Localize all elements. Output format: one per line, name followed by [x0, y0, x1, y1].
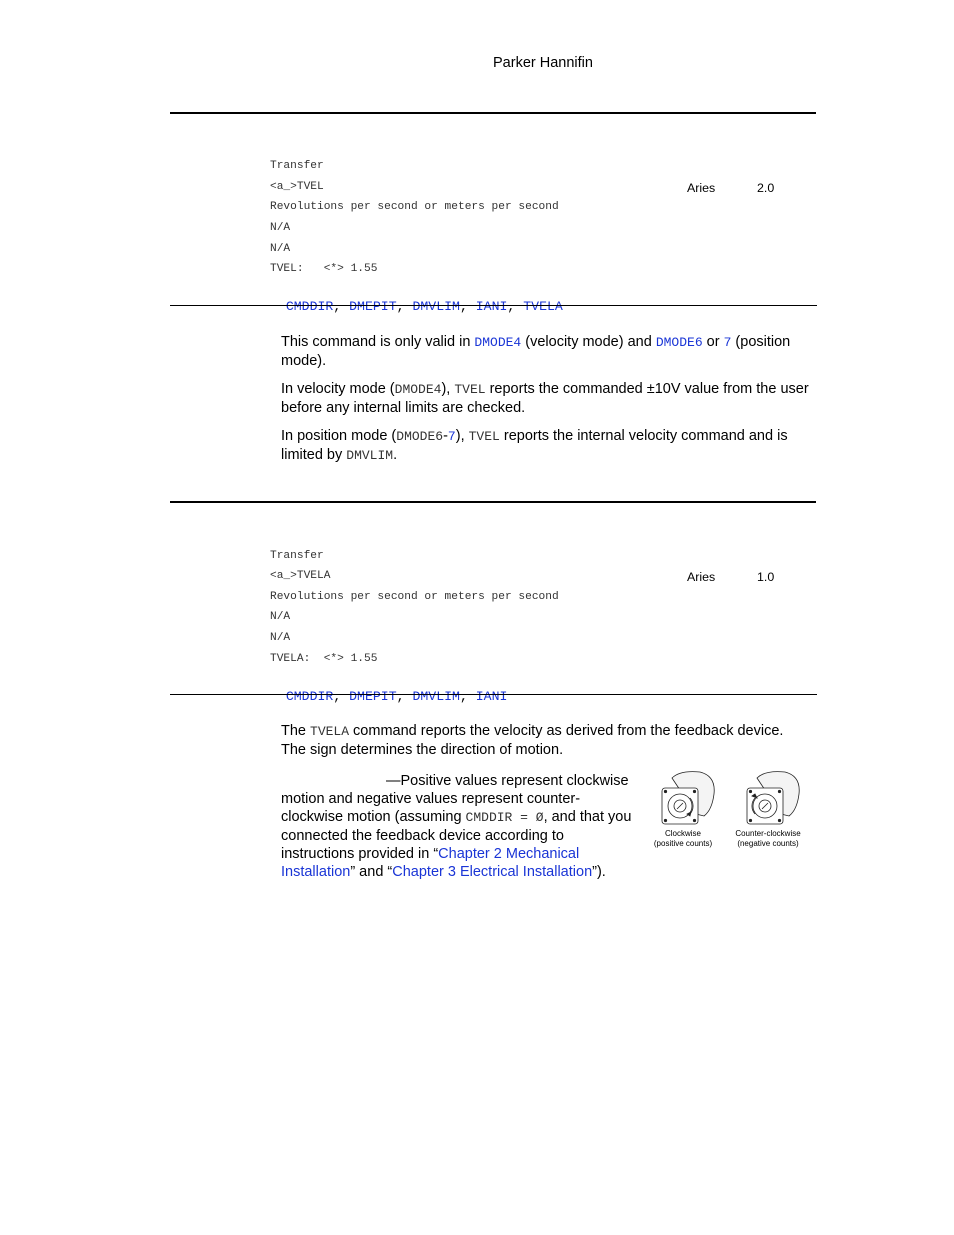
tvela-units: Revolutions per second or meters per second — [270, 591, 559, 603]
tvel-range: N/A — [270, 222, 291, 234]
tvela-description-2: —Positive values represent clockwise motion and negative values represent counter-clockwise motion (assuming CMDDIR = Ø, and that you connected the feedback device according to instructions provided in “Chapter 2 Mechanical Installation” and “Chapter 3 Electrical Installation”). — [281, 773, 632, 880]
tvela-default: N/A — [270, 632, 291, 644]
see-also-link-dmvlim[interactable]: DMVLIM — [412, 299, 460, 314]
tvela-type: Transfer — [270, 550, 324, 562]
page-header-company: Parker Hannifin — [493, 55, 593, 71]
tvela-product: Aries — [687, 570, 716, 584]
link-dmode7[interactable]: 7 — [723, 335, 732, 350]
tvel-description-2: In velocity mode (DMODE4), TVEL reports the commanded ±10V value from the user before any internal limits are checked. — [281, 381, 809, 416]
section-rule-top — [170, 112, 816, 114]
see-also-link-dmepit[interactable]: DMEPIT — [349, 689, 397, 704]
tvela-range: N/A — [270, 611, 291, 623]
tvel-description-1: This command is only valid in DMODE4 (velocity mode) and DMODE6 or 7 (position mode). — [281, 334, 791, 369]
attribute-rule — [170, 694, 817, 695]
tvel-version: 2.0 — [757, 181, 775, 195]
counter-clockwise-caption: Counter-clockwise (negative counts) — [735, 829, 801, 848]
tvel-description-3: In position mode (DMODE6-7), TVEL reports the internal velocity command and is limited by DMVLIM. — [281, 428, 788, 463]
clockwise-motor-icon — [662, 772, 714, 824]
section-rule-middle — [170, 501, 816, 503]
see-also-link-cmddir[interactable]: CMDDIR — [285, 299, 334, 314]
link-dmode7-range[interactable]: 7 — [447, 429, 456, 444]
counter-clockwise-motor-icon — [747, 772, 799, 824]
link-chapter-2-mechanical-installation[interactable]: Chapter 2 Mechanical Installation — [281, 846, 580, 880]
motor-direction-figure — [652, 770, 812, 852]
tvel-response: TVEL: <*> 1.55 — [270, 263, 378, 275]
see-also-link-iani[interactable]: IANI — [475, 689, 508, 704]
see-also-link-cmddir[interactable]: CMDDIR — [285, 689, 334, 704]
tvela-see-also: CMDDIR, DMEPIT, DMVLIM, IANI — [285, 689, 508, 704]
link-dmode4[interactable]: DMODE4 — [474, 335, 522, 350]
motor-direction-illustration — [652, 770, 812, 830]
see-also-link-iani[interactable]: IANI — [475, 299, 508, 314]
tvela-response: TVELA: <*> 1.55 — [270, 653, 378, 665]
tvela-version: 1.0 — [757, 570, 775, 584]
link-chapter-3-electrical-installation[interactable]: Chapter 3 Electrical Installation — [392, 864, 593, 880]
see-also-link-tvela[interactable]: TVELA — [523, 299, 563, 314]
see-also-link-dmepit[interactable]: DMEPIT — [349, 299, 397, 314]
tvel-syntax: <a_>TVEL — [270, 181, 324, 193]
clockwise-caption: Clockwise (positive counts) — [653, 829, 713, 848]
tvel-type: Transfer — [270, 160, 324, 172]
link-dmode6[interactable]: DMODE6 — [655, 335, 703, 350]
tvel-units: Revolutions per second or meters per second — [270, 201, 559, 213]
tvela-syntax: <a_>TVELA — [270, 570, 331, 582]
tvel-default: N/A — [270, 243, 291, 255]
see-also-link-dmvlim[interactable]: DMVLIM — [412, 689, 460, 704]
tvel-product: Aries — [687, 181, 716, 195]
attribute-rule — [170, 305, 817, 306]
tvel-see-also: CMDDIR, DMEPIT, DMVLIM, IANI, TVELA — [285, 299, 563, 314]
tvela-description-1: The TVELA command reports the velocity as derived from the feedback device. The sign determines the direction of motion. — [281, 723, 784, 758]
